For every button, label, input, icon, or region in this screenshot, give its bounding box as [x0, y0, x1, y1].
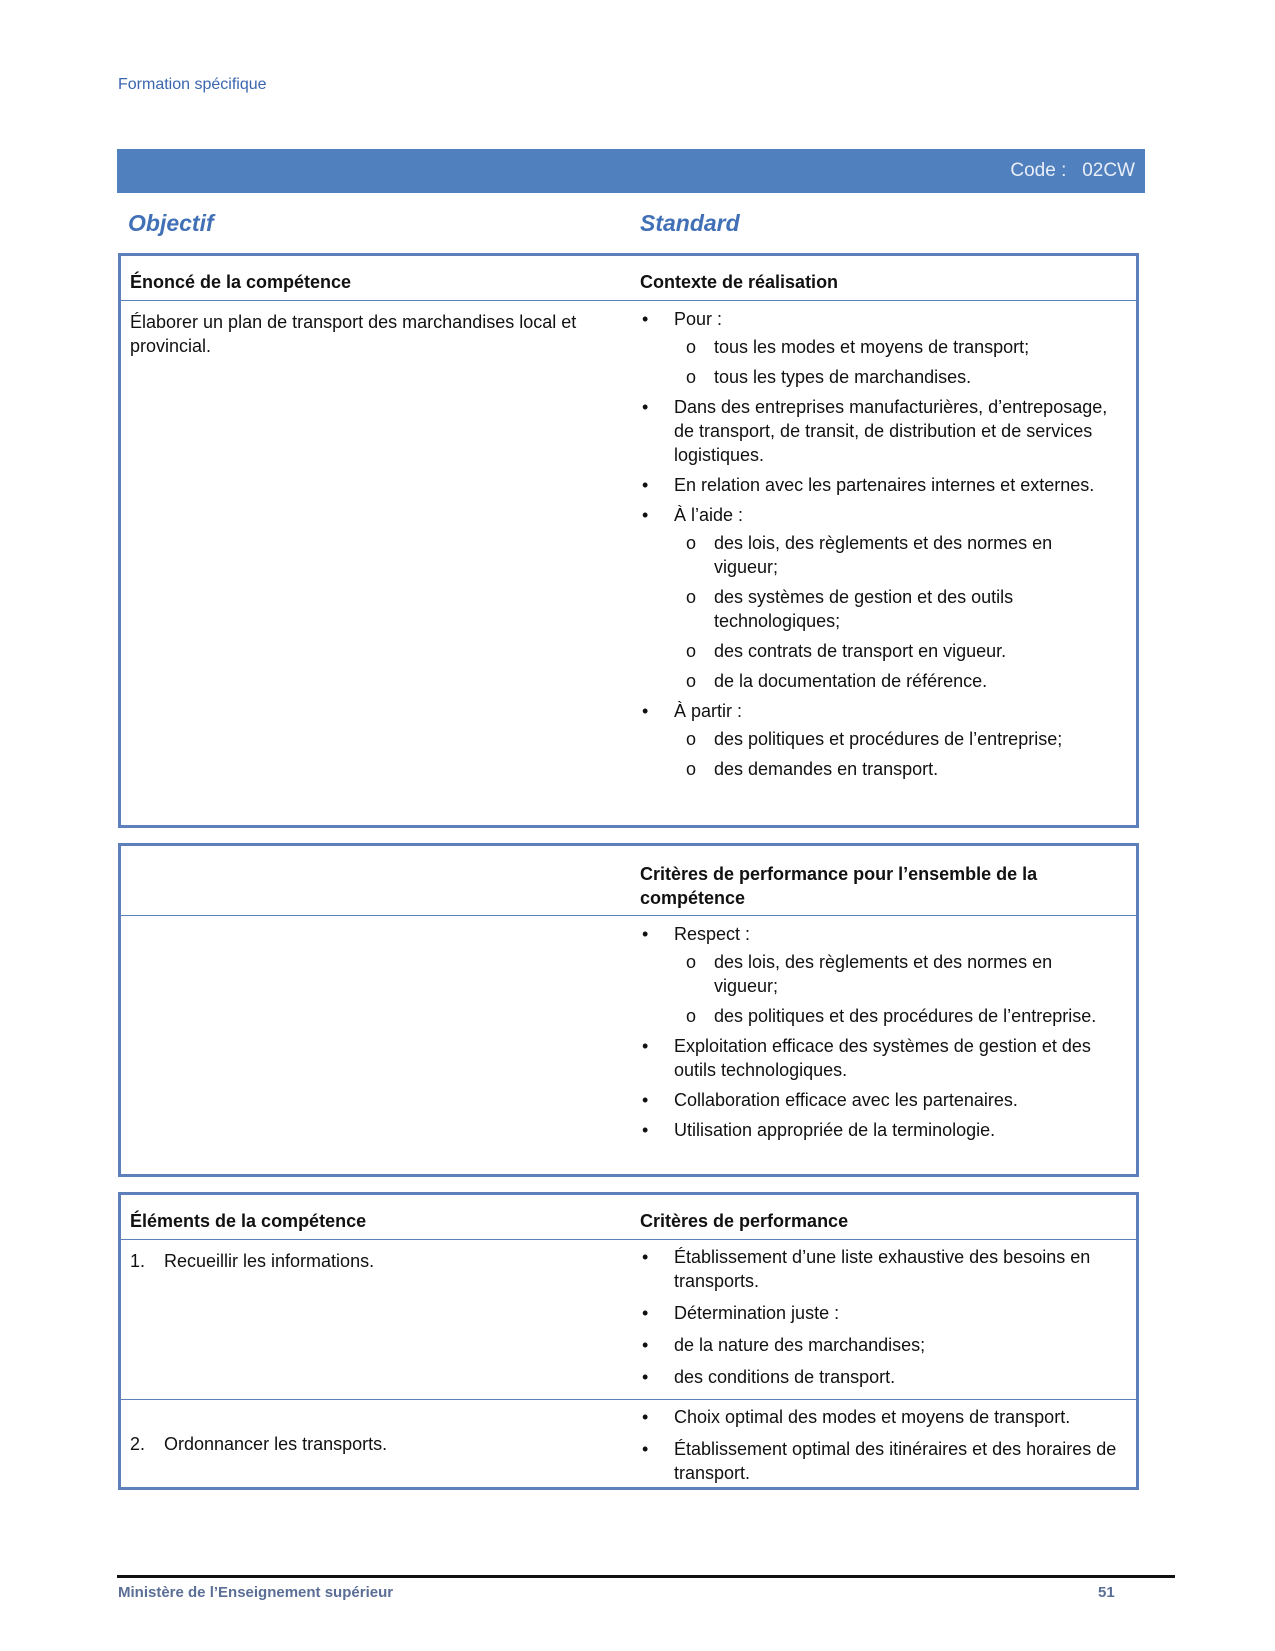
- competency-statement: Élaborer un plan de transport des marchandises local et provincial.: [130, 312, 577, 356]
- objectif-title: Objectif: [128, 210, 214, 236]
- row-divider: [121, 1399, 1136, 1400]
- sub-list-item: o des politiques et des procédures de l’entreprise.: [674, 1004, 1120, 1028]
- element-1: [130, 1249, 644, 1273]
- sub-list: [674, 950, 1120, 1028]
- list-item-text: En relation avec les partenaires internes et externes.: [674, 475, 1095, 495]
- list-item-text: À l’aide :: [674, 505, 744, 525]
- footer-rule: [117, 1575, 1175, 1578]
- element-2-criteria: [640, 1405, 1125, 1493]
- sub-list: [674, 727, 1120, 781]
- context-column: [640, 307, 1120, 787]
- element-2: [130, 1432, 644, 1456]
- list-item: [640, 1118, 1120, 1142]
- header-divider: [121, 1239, 1136, 1240]
- header-divider: [121, 915, 1136, 916]
- list-item: [640, 503, 1120, 693]
- list-item: [640, 922, 1120, 1028]
- criterion-item: • Établissement d’une liste exhaustive des besoins en transports.: [640, 1245, 1125, 1293]
- list-item-text: Dans des entreprises manufacturières, d’entreposage, de transport, de transit, de distribution et de services logistiques.: [674, 397, 1108, 465]
- sub-list-item: o des lois, des règlements et des normes en vigueur;: [674, 531, 1120, 579]
- sub-list-item: o tous les types de marchandises.: [674, 365, 1120, 389]
- list-item: [640, 699, 1120, 781]
- element-text: Recueillir les informations.: [164, 1251, 375, 1271]
- element-number: 2.: [130, 1434, 146, 1454]
- page-number: 51: [1098, 1584, 1115, 1601]
- context-header: Contexte de réalisation: [640, 272, 839, 292]
- criterion-item: • de la nature des marchandises;: [640, 1333, 1125, 1357]
- code-label: Code :: [1010, 160, 1067, 181]
- list-item-text: À partir :: [674, 701, 743, 721]
- element-number: 1.: [130, 1251, 146, 1271]
- list-item-text: Utilisation appropriée de la terminologie.: [674, 1120, 996, 1140]
- code-bar: [117, 149, 1145, 193]
- list-item-text: Collaboration efficace avec les partenaires.: [674, 1090, 1018, 1110]
- sub-list-item: o des contrats de transport en vigueur.: [674, 639, 1120, 663]
- element-text: Ordonnancer les transports.: [164, 1434, 388, 1454]
- header-divider: [121, 300, 1136, 301]
- sub-list-item: o des politiques et procédures de l’entreprise;: [674, 727, 1120, 751]
- list-item: [640, 395, 1120, 467]
- sub-list-item: o des systèmes de gestion et des outils technologiques;: [674, 585, 1120, 633]
- criteria-header: Critères de performance: [640, 1211, 849, 1231]
- element-1-criteria: [640, 1245, 1125, 1397]
- list-item: [640, 473, 1120, 497]
- elements-header: Éléments de la compétence: [130, 1211, 367, 1231]
- overall-criteria-header: Critères de performance pour l’ensemble de la compétence: [640, 864, 1038, 908]
- criteria-list: [640, 1405, 1125, 1485]
- list-item-text: Exploitation efficace des systèmes de gestion et des outils technologiques.: [674, 1036, 1091, 1080]
- code-value: 02CW: [1082, 160, 1135, 181]
- elements-criteria-table: [118, 1192, 1139, 1490]
- criterion-item: • Détermination juste :: [640, 1301, 1125, 1325]
- list-item: [640, 1034, 1120, 1082]
- list-item: [640, 307, 1120, 389]
- overall-criteria-list: [640, 922, 1120, 1142]
- overall-criteria-table: [118, 843, 1139, 1177]
- competency-context-table: [118, 253, 1139, 828]
- list-item-text: Respect :: [674, 924, 751, 944]
- sub-list-item: o des demandes en transport.: [674, 757, 1120, 781]
- sub-list: [674, 335, 1120, 389]
- running-header: Formation spécifique: [118, 76, 267, 93]
- criteria-list: [640, 1245, 1125, 1389]
- criterion-item: • Choix optimal des modes et moyens de transport.: [640, 1405, 1125, 1429]
- context-list: [640, 307, 1120, 781]
- footer-ministry: Ministère de l’Enseignement supérieur: [118, 1584, 394, 1601]
- overall-criteria-column: [640, 922, 1120, 1148]
- competency-code: [1010, 160, 1135, 182]
- sub-list: [674, 531, 1120, 693]
- standard-title: Standard: [640, 210, 740, 236]
- sub-list-item: o des lois, des règlements et des normes en vigueur;: [674, 950, 1120, 998]
- criterion-item: • Établissement optimal des itinéraires et des horaires de transport.: [640, 1437, 1125, 1485]
- sub-list-item: o de la documentation de référence.: [674, 669, 1120, 693]
- sub-list-item: o tous les modes et moyens de transport;: [674, 335, 1120, 359]
- criterion-item: • des conditions de transport.: [640, 1365, 1125, 1389]
- list-item-text: Pour :: [674, 309, 723, 329]
- statement-header: Énoncé de la compétence: [130, 272, 352, 292]
- list-item: [640, 1088, 1120, 1112]
